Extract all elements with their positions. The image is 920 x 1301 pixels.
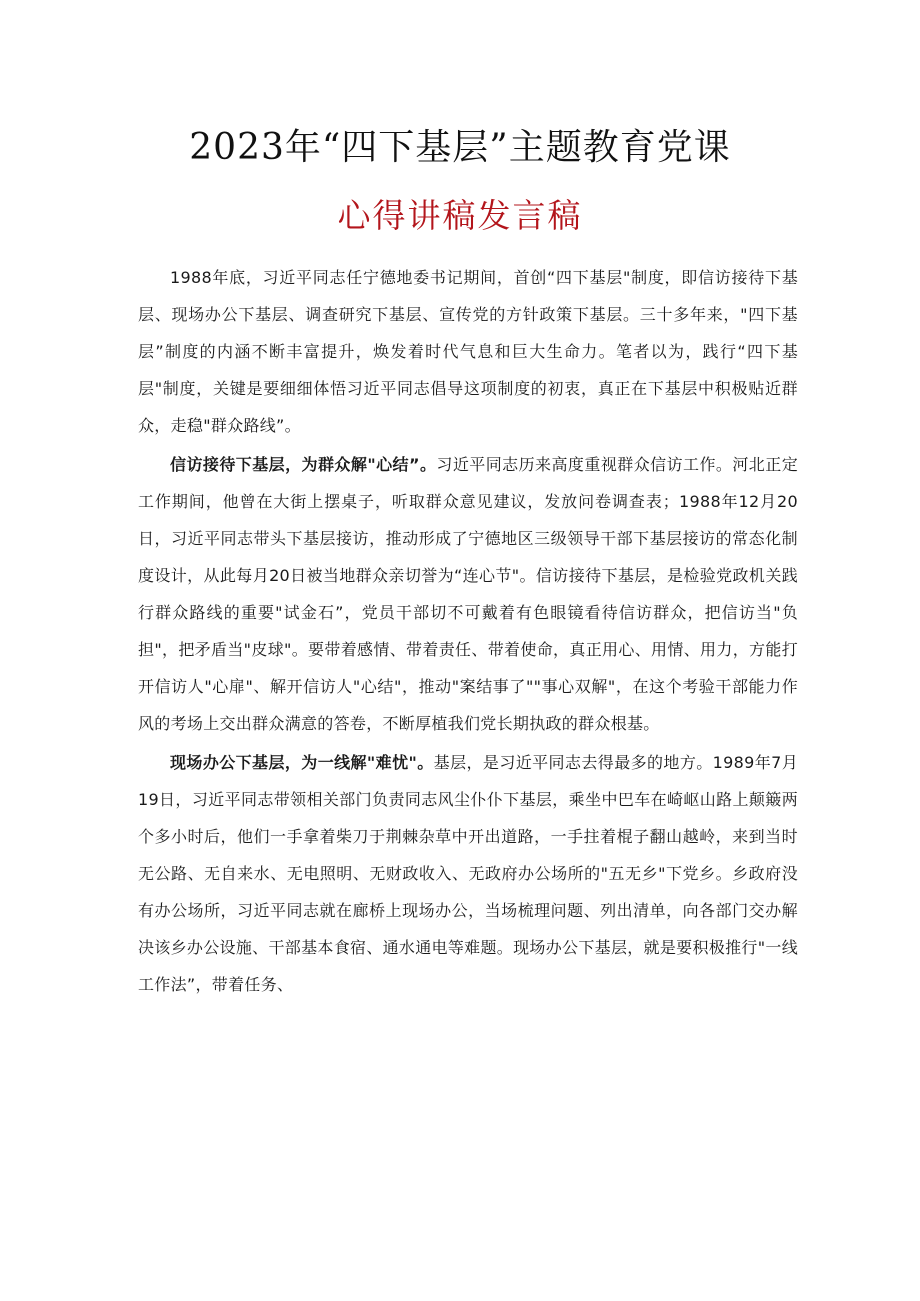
document-body — [138, 259, 798, 1003]
document-title: 2023年“四下基层”主题教育党课 — [189, 127, 731, 168]
paragraph-text: 1988年底，习近平同志任宁德地委书记期间，首创“四下基层"制度，即信访接待下基层、现场办公下基层、调查研究下基层、宣传党的方针政策下基层。三十多年来，"四下基层”制度的内涵不断丰富提升，焕发着时代气息和巨大生命力。笔者以为，践行“四下基层"制度，关键是要细细体悟习近平同志倡导这项制度的初衷，真正在下基层中积极贴近群众，走稳"群众路线”。 — [138, 268, 798, 435]
paragraph-lead: 信访接待下基层，为群众解"心结”。 — [170, 455, 437, 474]
intro-paragraph — [138, 259, 798, 444]
paragraph-lead: 现场办公下基层，为一线解"难忧"。 — [170, 753, 434, 772]
paragraph-text: 习近平同志历来高度重视群众信访工作。河北正定工作期间，他曾在大街上摆桌子，听取群众意见建议，发放问卷调查表；1988年12月20日，习近平同志带头下基层接访，推动形成了宁德地区三级领导干部下基层接访的常态化制度设计，从此每月20日被当地群众亲切誉为“连心节"。信访接待下基层，是检验党政机关践行群众路线的重要"试金石”，党员干部切不可戴着有色眼镜看待信访群众，把信访当"负担"，把矛盾当"皮球"。要带着感情、带着责任、带着使命，真正用心、用情、用力，方能打开信访人"心扉"、解开信访人"心结"，推动"案结事了""事心双解"，在这个考验干部能力作风的考场上交出群众满意的答卷，不断厚植我们党长期执政的群众根基。 — [138, 455, 798, 733]
document-subtitle: 心得讲稿发言稿 — [337, 196, 583, 235]
paragraph-text: 基层，是习近平同志去得最多的地方。1989年7月19日，习近平同志带领相关部门负责同志风尘仆仆下基层，乘坐中巴车在崎岖山路上颠簸两个多小时后，他们一手拿着柴刀于荆棘杂草中开出道路，一手拄着棍子翻山越岭，来到当时无公路、无自来水、无电照明、无财政收入、无政府办公场所的"五无乡"下党乡。乡政府没有办公场所，习近平同志就在廊桥上现场办公，当场梳理问题、列出清单，向各部门交办解决该乡办公设施、干部基本食宿、通水通电等难题。现场办公下基层，就是要积极推行"一线工作法”，带着任务、 — [138, 753, 798, 994]
petition-paragraph — [138, 446, 798, 742]
onsite-office-paragraph — [138, 744, 798, 1003]
